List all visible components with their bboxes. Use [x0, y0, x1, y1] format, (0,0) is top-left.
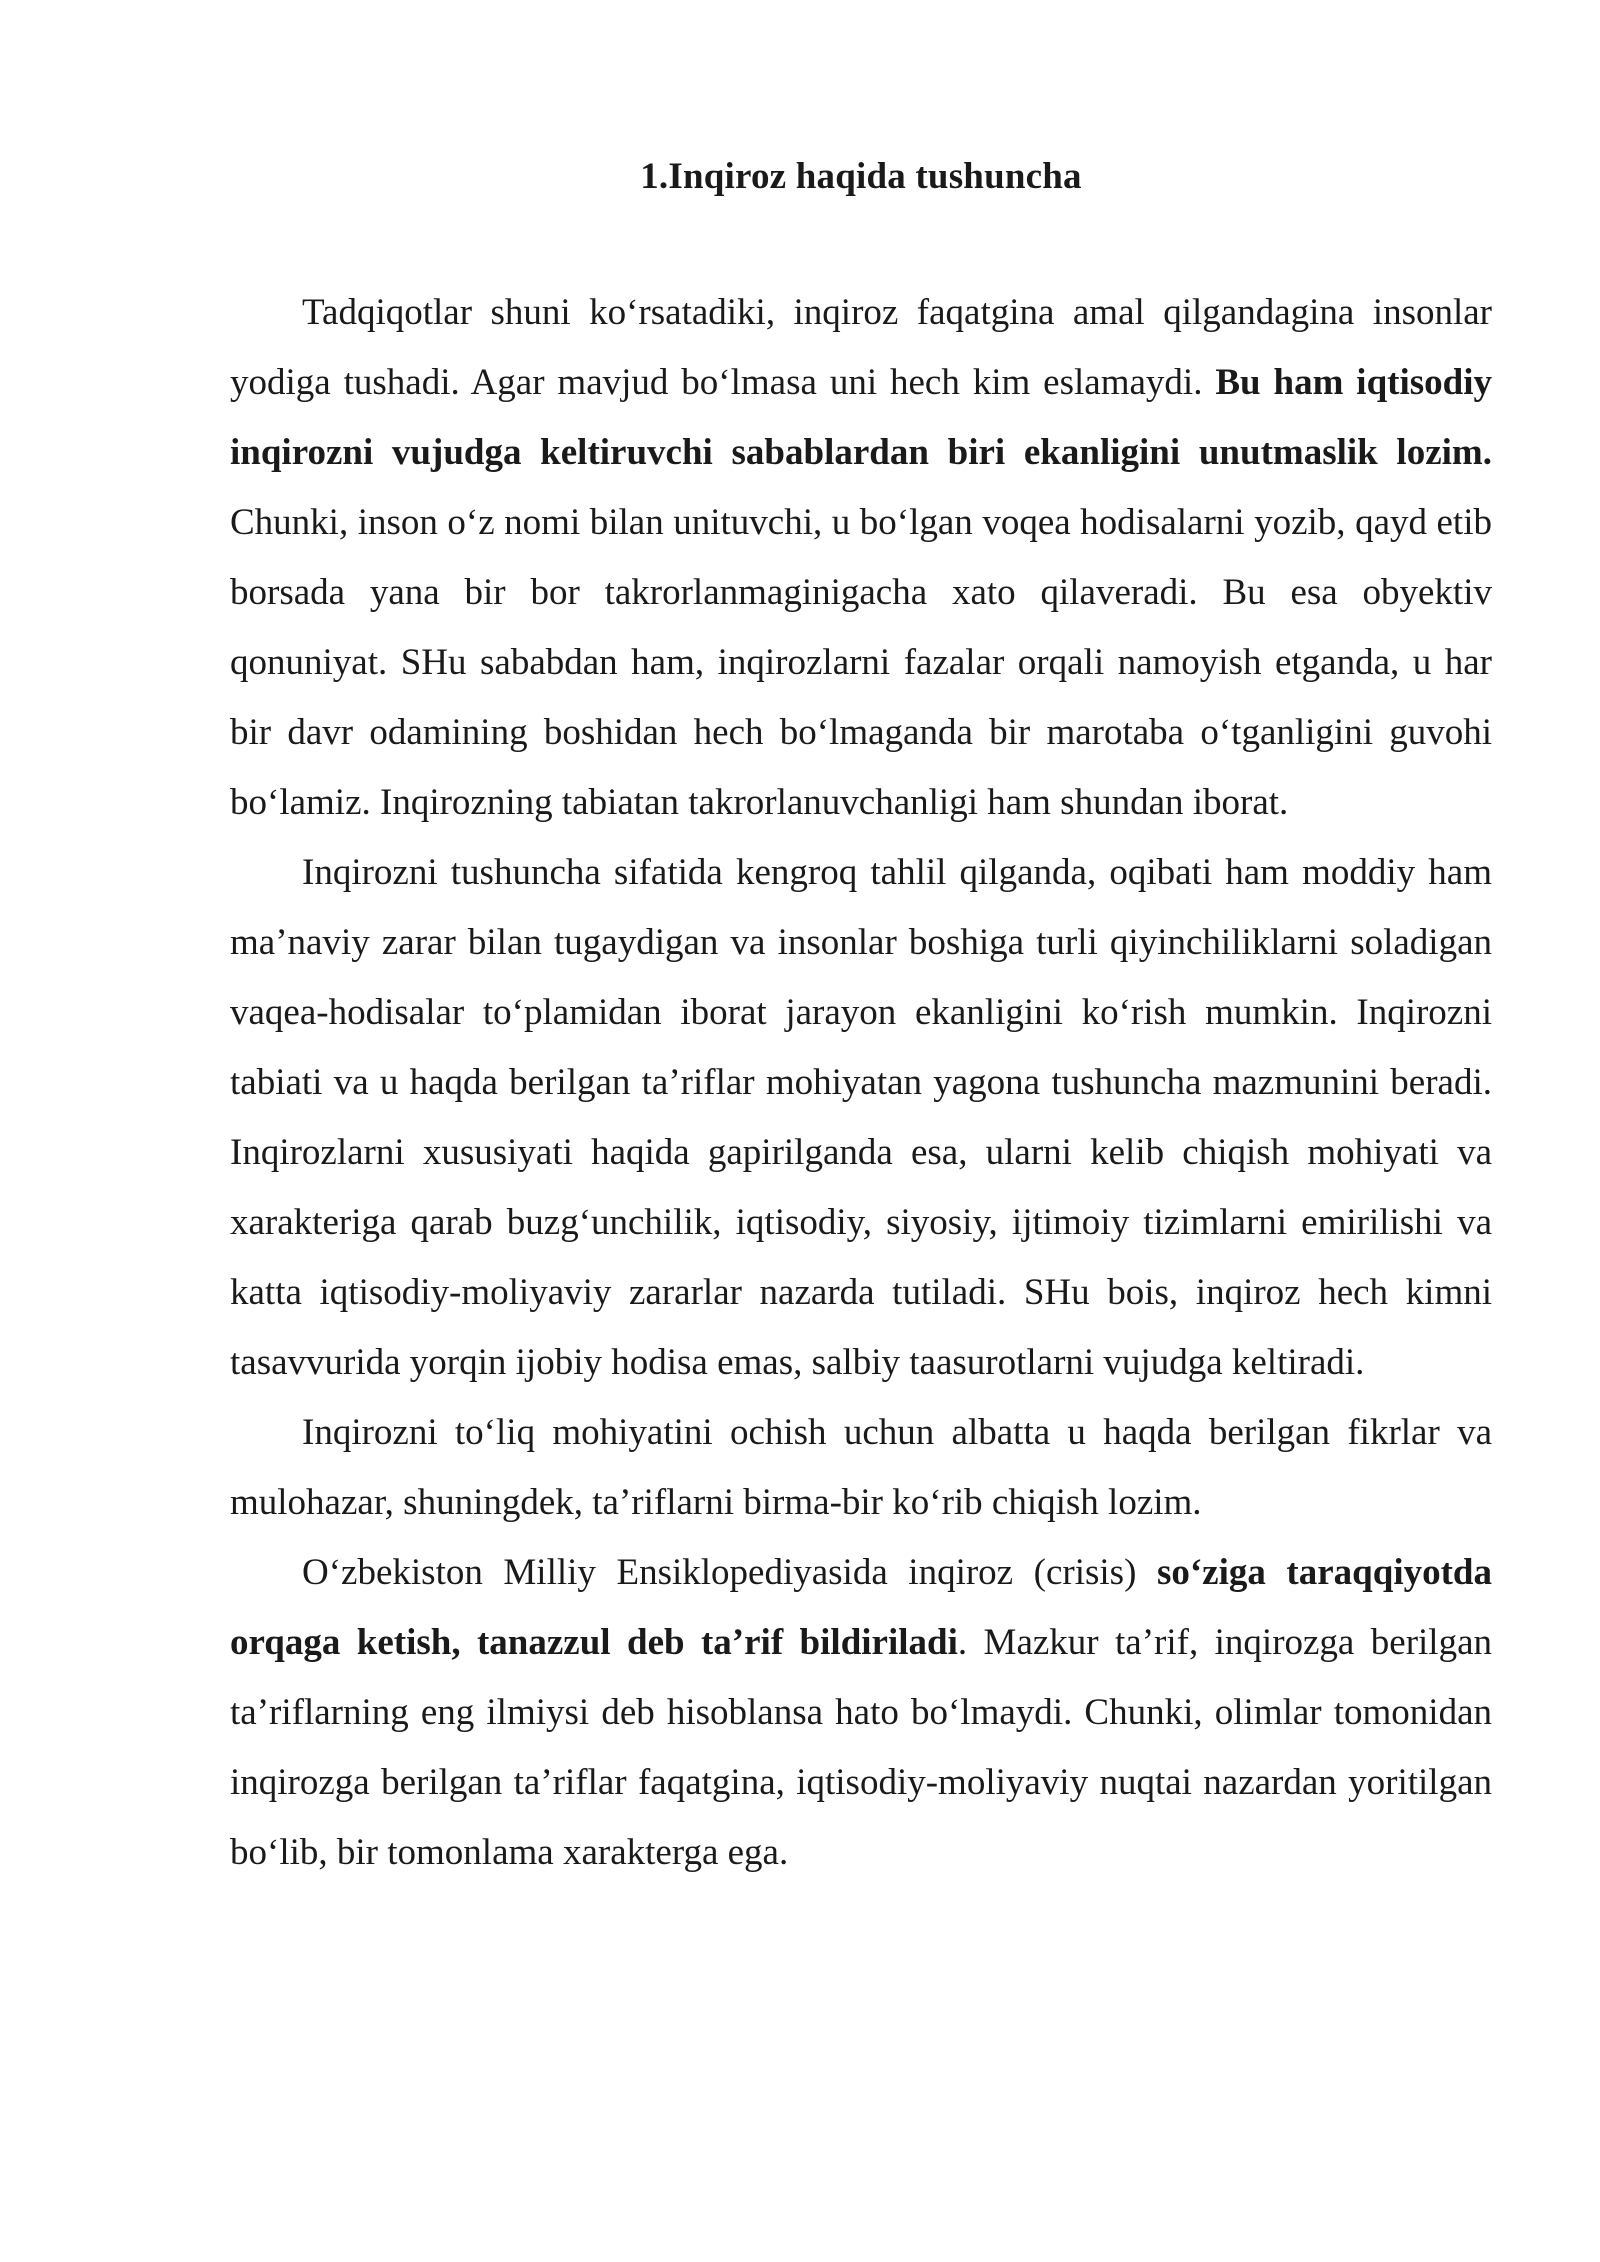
document-body [230, 278, 1492, 1888]
paragraph-text: Inqirozni tushuncha sifatida kengroq tahlil qilganda, oqibati ham moddiy ham ma’naviy zarar bilan tugaydigan va insonlar boshiga turli qiyinchiliklarni soladigan vaqea-hodisalar to‘plamidan iborat jarayon ekanligini ko‘rish mumkin. Inqirozni tabiati va u haqda berilgan ta’riflar mohiyatan yagona tushuncha mazmunini beradi. Inqirozlarni xususiyati haqida gapirilganda esa, ularni kelib chiqish mohiyati va xarakteriga qarab buzg‘unchilik, iqtisodiy, siyosiy, ijtimoiy tizimlarni emirilishi va katta iqtisodiy-moliyaviy zararlar nazarda tutiladi. SHu bois, inqiroz hech kimni tasavvurida yorqin ijobiy hodisa emas, salbiy taasurotlarni vujudga keltiradi. [230, 852, 1492, 1383]
paragraph-1 [230, 278, 1492, 838]
paragraph-text: Tadqiqotlar shuni ko‘rsatadiki, inqiroz faqatgina amal qilgandagina insonlar yodiga tushadi. Agar mavjud bo‘lmasa uni hech kim eslamaydi. [230, 292, 1492, 403]
document-title: 1.Inqiroz haqida tushuncha [640, 156, 1082, 197]
paragraph-text: Inqirozni to‘liq mohiyatini ochish uchun albatta u haqda berilgan fikrlar va mulohazar, shuningdek, ta’riflarni birma-bir ko‘rib chiqish lozim. [230, 1412, 1492, 1523]
paragraph-text: Chunki, inson o‘z nomi bilan unituvchi, u bo‘lgan voqea hodisalarni yozib, qayd etib borsada yana bir bor takrorlanmaginigacha xato qilaveradi. Bu esa obyektiv qonuniyat. SHu sababdan ham, inqirozlarni fazalar orqali namoyish etganda, u har bir davr odamining boshidan hech bo‘lmaganda bir marotaba o‘tganligini guvohi bo‘lamiz. Inqirozning tabiatan takrorlanuvchanligi ham shundan iborat. [230, 502, 1492, 823]
paragraph-text: . Mazkur ta’rif, inqirozga berilgan ta’riflarning eng ilmiysi deb hisoblansa hato bo‘lmaydi. Chunki, olimlar tomonidan inqirozga berilgan ta’riflar faqatgina, iqtisodiy-moliyaviy nuqtai nazardan yoritilgan bo‘lib, bir tomonlama xarakterga ega. [230, 1622, 1492, 1873]
document-page [230, 0, 1492, 1888]
paragraph-text: O‘zbekiston Milliy Ensiklopediyasida inqiroz (crisis) [302, 1552, 1157, 1593]
bold-definition: so‘ziga taraqqiyotda orqaga ketish, tanazzul deb ta’rif bildiriladi [230, 1552, 1493, 1663]
paragraph-4 [230, 1538, 1492, 1888]
bold-statement: Bu ham iqtisodiy inqirozni vujudga keltiruvchi sabablardan biri ekanligini unutmaslik lozim. [230, 362, 1492, 473]
paragraph-3 [230, 1398, 1492, 1538]
paragraph-2 [230, 838, 1492, 1398]
